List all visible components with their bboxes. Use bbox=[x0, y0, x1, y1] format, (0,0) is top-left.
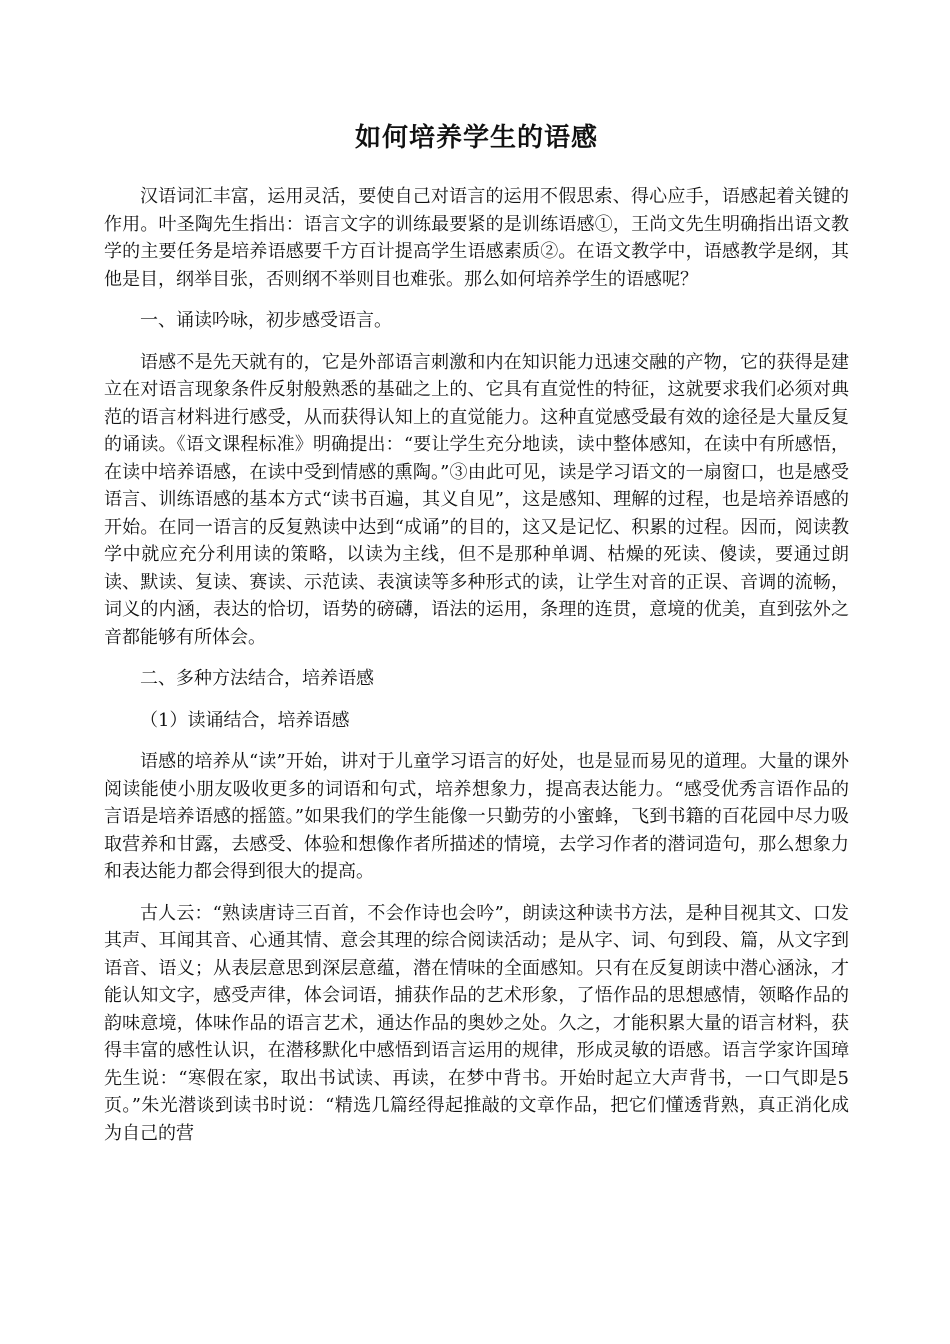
document-title: 如何培养学生的语感 bbox=[354, 123, 598, 153]
subsection-1-paragraph-2: 古人云：“熟读唐诗三百首，不会作诗也会吟”，朗读这种读书方法，是种目视其文、口发其声、耳闻其音、心通其情、意会其理的综合阅读活动；是从字、词、句到段、篇，从文字到语音、语义；从表层意思到深层意蕴，潜在情味的全面感知。只有在反复朗读中潜心涵泳，才能认知文字，感受声律，体会词语，捕获作品的艺术形象，了悟作品的思想感情，领略作品的韵味意境，体味作品的语言艺术，通达作品的奥妙之处。久之，才能积累大量的语言材料，获得丰富的感性认识，在潜移默化中感悟到语言运用的规律，形成灵敏的语感。语言学家许国璋先生说：“寒假在家，取出书试读、再读，在梦中背书。开始时起立大声背书，一口气即是5页。”朱光潜谈到读书时说：“精选几篇经得起推敲的文章作品，把它们懂透背熟，真正消化成为自己的营 bbox=[104, 902, 849, 1144]
document-page bbox=[104, 0, 849, 1147]
subsection-1-heading: （1）读诵结合，培养语感 bbox=[140, 709, 350, 731]
subsection-1-paragraph-1: 语感的培养从“读”开始，讲对于儿童学习语言的好处，也是显而易见的道理。大量的课外阅读能使小朋友吸收更多的词语和句式，培养想象力，提高表达能力。“感受优秀言语作品的言语是培养语感的摇篮。”如果我们的学生能像一只勤劳的小蜜蜂，飞到书籍的百花园中尽力吸取营养和甘露，去感受、体验和想像作者所描述的情境，去学习作者的潜词造句，那么想象力和表达能力都会得到很大的提高。 bbox=[104, 751, 849, 882]
section-1-heading: 一、诵读吟咏，初步感受语言。 bbox=[140, 310, 392, 331]
intro-paragraph: 汉语词汇丰富，运用灵活，要使自己对语言的运用不假思索、得心应手，语感起着关键的作用。叶圣陶先生指出：语言文字的训练最要紧的是训练语感①，王尚文先生明确指出语文教学的主要任务是培养语感要千方百计提高学生语感素质②。在语文教学中，语感教学是纲，其他是目，纲举目张，否则纲不举则目也难张。那么如何培养学生的语感呢？ bbox=[104, 186, 849, 290]
section-1-paragraph: 语感不是先天就有的，它是外部语言刺激和内在知识能力迅速交融的产物，它的获得是建立在对语言现象条件反射般熟悉的基础之上的、它具有直觉性的特征，这就要求我们必须对典范的语言材料进行感受，从而获得认知上的直觉能力。这种直觉感受最有效的途径是大量反复的诵读。《语文课程标准》明确提出：“要让学生充分地读，读中整体感知，在读中有所感悟，在读中培养语感，在读中受到情感的熏陶。”③由此可见，读是学习语文的一扇窗口，也是感受语言、训练语感的基本方式“读书百遍，其义自见”，这是感知、理解的过程，也是培养语感的开始。在同一语言的反复熟读中达到“成诵”的目的，这又是记忆、积累的过程。因而，阅读教学中就应充分利用读的策略，以读为主线，但不是那种单调、枯燥的死读、傻读，要通过朗读、默读、复读、赛读、示范读、表演读等多种形式的读，让学生对音的正误、音调的流畅，词义的内涵，表达的恰切，语势的磅礴，语法的运用，条理的连贯，意境的优美，直到弦外之音都能够有所体会。 bbox=[104, 351, 849, 648]
section-2-heading: 二、多种方法结合，培养语感 bbox=[140, 668, 374, 689]
